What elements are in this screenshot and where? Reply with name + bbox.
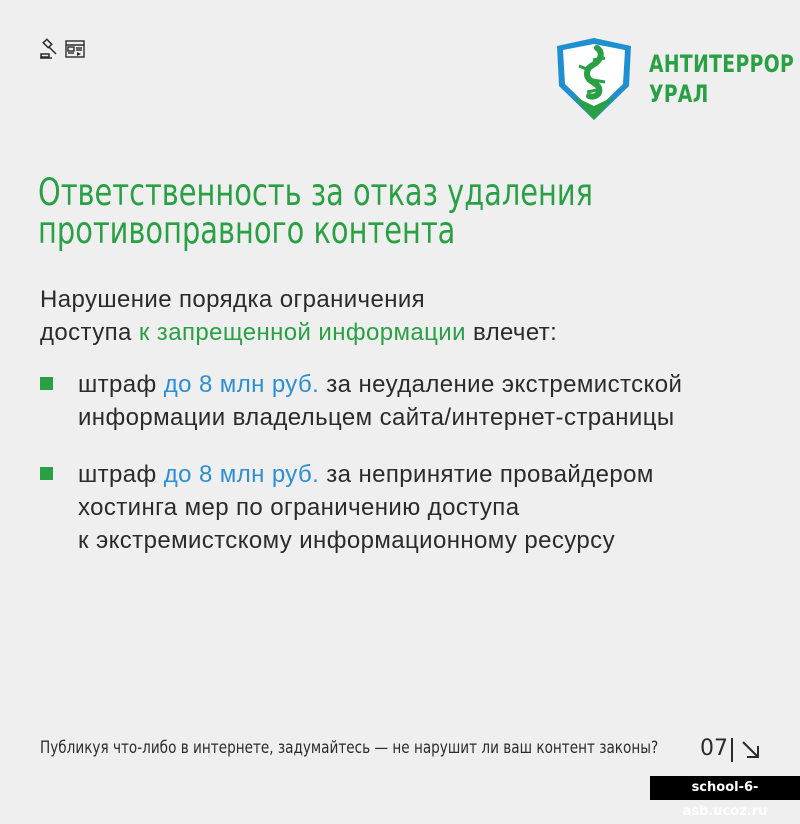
watermark: school-6-asb.ucoz.ru [650,776,800,800]
page-number: 07 [700,736,728,761]
intro-line-2-start: доступа [40,319,139,346]
bullet-2-line-1 [78,458,768,491]
page-divider [731,738,733,762]
bullet-2-line-2: хостинга мер по ограничению доступа [78,494,520,521]
bullet-square-icon [40,377,53,390]
intro-line-1: Нарушение порядка ограничения [40,286,426,313]
title-line-1: Ответственность за отказ удаления [38,171,594,214]
logo-line-1: АНТИТЕРРОР [649,50,795,78]
bullet-1-line-2: информации владельцем сайта/интернет-страницы [78,404,675,431]
arrow-down-right-icon[interactable] [741,740,761,760]
intro-text [40,283,760,349]
bullet-2-prefix: штраф [78,461,164,488]
bullet-2-line-3: к экстремистскому информационному ресурсу [78,527,615,554]
page-title [38,171,600,252]
bullet-2-rest: за непринятие провайдером [319,461,654,488]
bullet-square-icon [40,467,53,480]
intro-line-2 [40,316,760,349]
bullet-1-highlight: до 8 млн руб. [163,371,320,398]
top-icons [38,38,86,60]
bullet-1-line-1 [78,368,768,401]
title-line-2: противоправного контента [38,209,456,252]
bullet-1-rest: за неудаление экстремистской [319,371,683,398]
logo [553,36,800,122]
bullet-2-highlight: до 8 млн руб. [163,461,320,488]
gavel-icon [38,38,60,60]
footer-text: Публикуя что-либо в интернете, задумайтесь — не нарушит ли ваш контент законы? [40,738,659,758]
intro-highlight: к запрещенной информации [138,319,466,346]
intro-line-2-end: влечет: [465,319,558,346]
web-page-icon [64,38,86,60]
logo-text [649,49,794,109]
shield-lizard-icon [553,36,635,122]
logo-line-2: УРАЛ [649,80,709,108]
bullet-1-prefix: штраф [78,371,164,398]
